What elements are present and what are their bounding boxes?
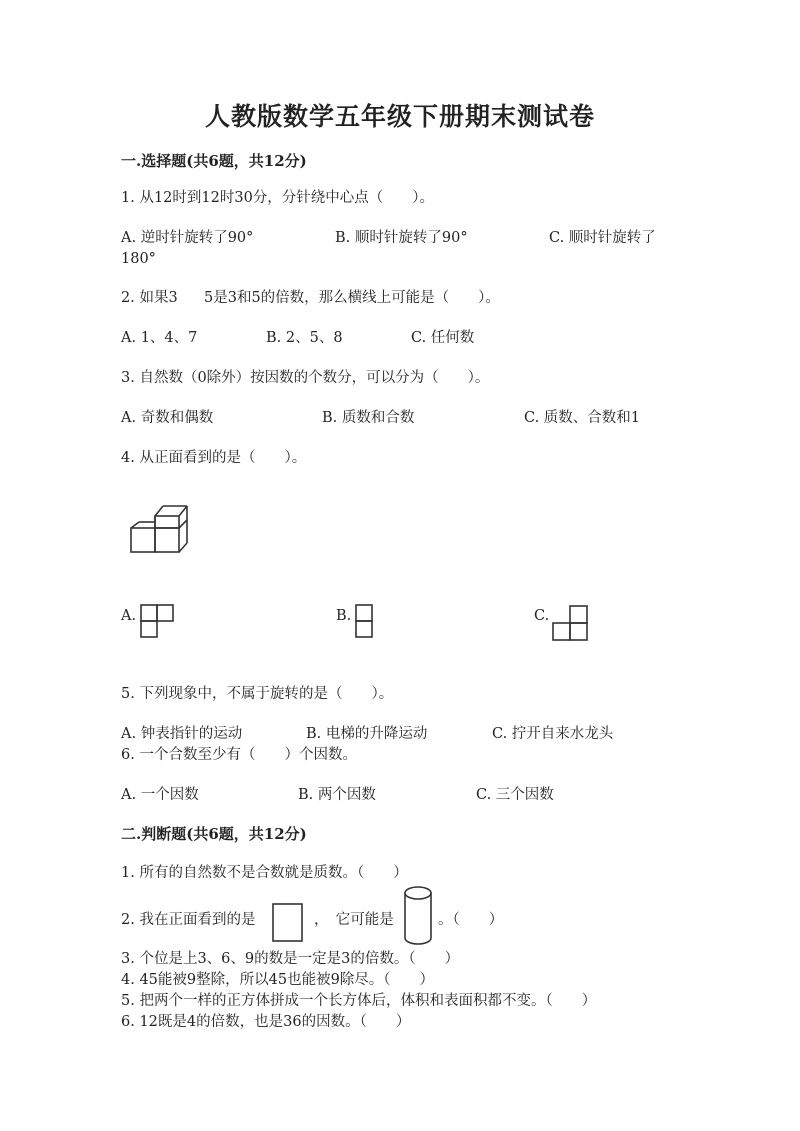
judgement-4: 4. 45能被9整除，所以45也能被9除尽。（ ） bbox=[121, 972, 435, 988]
question-1-stem: 1. 从12时到12时30分，分针绕中心点（ ）。 bbox=[121, 190, 435, 206]
question-6-stem: 6. 一个合数至少有（ ）个因数。 bbox=[121, 747, 357, 763]
question-6-option-a: A. 一个因数 bbox=[121, 787, 199, 803]
question-3-option-b: B. 质数和合数 bbox=[322, 410, 415, 426]
front-view-option-b-icon bbox=[355, 604, 373, 638]
question-1-option-a: A. 逆时针旋转了90° bbox=[121, 230, 254, 246]
question-3-stem: 3. 自然数（0除外）按因数的个数分，可以分为（ ）。 bbox=[121, 370, 490, 386]
section-heading-choice: 一.选择题(共6题，共12分) bbox=[121, 152, 307, 170]
question-2-stem-pre: 2. 如果3 bbox=[121, 290, 178, 306]
judgement-3: 3. 个位是上3、6、9的数是一定是3的倍数。（ ） bbox=[121, 951, 460, 967]
question-5-option-a: A. 钟表指针的运动 bbox=[121, 726, 243, 742]
judgement-5: 5. 把两个一样的正方体拼成一个长方体后，体积和表面积都不变。（ ） bbox=[121, 993, 597, 1009]
page-title: 人教版数学五年级下册期末测试卷 bbox=[204, 102, 595, 131]
question-1-option-c-cont: 180° bbox=[121, 251, 156, 267]
question-2-option-b: B. 2、5、8 bbox=[266, 330, 343, 346]
question-4-stem: 4. 从正面看到的是（ ）。 bbox=[121, 450, 307, 466]
question-4-option-b: B. bbox=[336, 608, 352, 624]
question-4-option-a: A. bbox=[121, 608, 137, 624]
question-5-option-b: B. 电梯的升降运动 bbox=[306, 726, 428, 742]
question-1-option-b: B. 顺时针旋转了90° bbox=[335, 230, 468, 246]
question-6-option-c: C. 三个因数 bbox=[476, 787, 554, 803]
question-4-option-c: C. bbox=[534, 608, 550, 624]
front-view-option-c-icon bbox=[552, 605, 588, 641]
question-6-option-b: B. 两个因数 bbox=[298, 787, 376, 803]
section-heading-judgement: 二.判断题(共6题，共12分) bbox=[121, 825, 307, 843]
square-front-view-icon bbox=[272, 903, 304, 943]
cylinder-icon bbox=[404, 886, 434, 946]
question-5-stem: 5. 下列现象中，不属于旋转的是（ ）。 bbox=[121, 686, 394, 702]
judgement-2-pre: 2. 我在正面看到的是 bbox=[121, 912, 256, 928]
question-1-option-c: C. 顺时针旋转了 bbox=[549, 230, 656, 246]
judgement-2-post: 。（ ） bbox=[438, 912, 504, 928]
front-view-option-a-icon bbox=[140, 604, 174, 638]
question-2-stem-post: 5是3和5的倍数，那么横线上可能是（ ）。 bbox=[204, 290, 500, 306]
question-5-option-c: C. 拧开自来水龙头 bbox=[492, 726, 614, 742]
question-2-option-a: A. 1、4、7 bbox=[121, 330, 198, 346]
judgement-6: 6. 12既是4的倍数，也是36的因数。（ ） bbox=[121, 1014, 411, 1030]
question-2-option-c: C. 任何数 bbox=[411, 330, 475, 346]
question-3-option-c: C. 质数、合数和1 bbox=[524, 410, 641, 426]
cube-stack-figure bbox=[128, 503, 188, 553]
question-3-option-a: A. 奇数和偶数 bbox=[121, 410, 214, 426]
judgement-2-mid: ， 它可能是 bbox=[314, 912, 394, 928]
judgement-1: 1. 所有的自然数不是合数就是质数。（ ） bbox=[121, 865, 408, 881]
